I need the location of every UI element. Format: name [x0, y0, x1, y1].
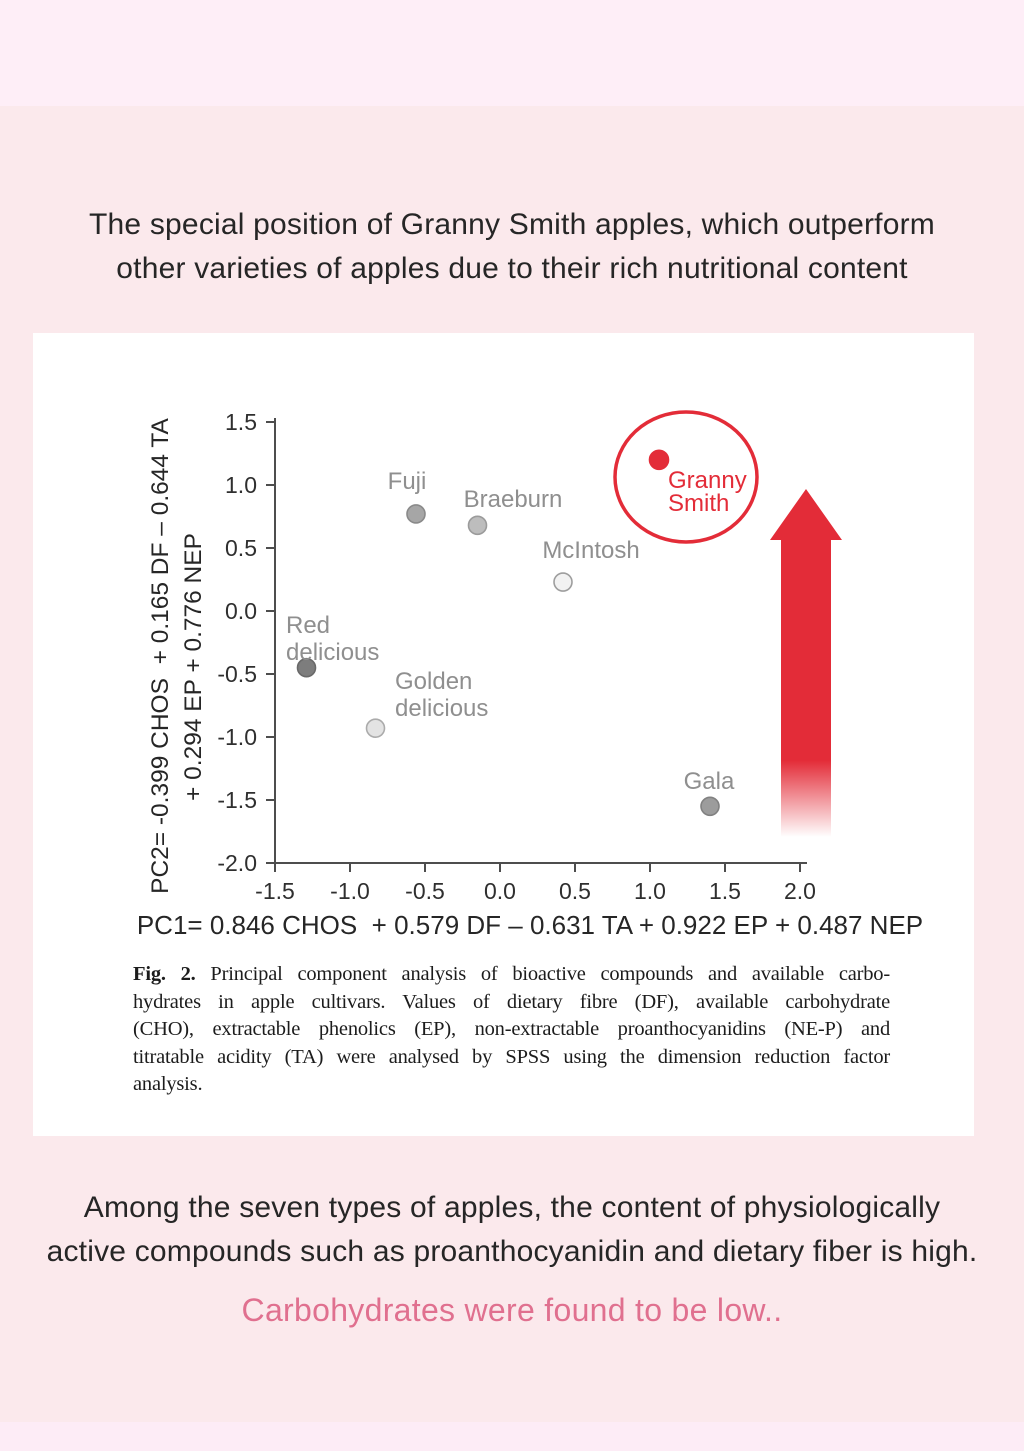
- x-tick-label: -1.5: [255, 878, 295, 904]
- x-tick-label: -0.5: [405, 878, 445, 904]
- x-axis-label: PC1= 0.846 CHOS + 0.579 DF – 0.631 TA + 0.922 EP + 0.487 NEP: [136, 910, 924, 940]
- caption-line: analysis.: [133, 1073, 203, 1095]
- highlight-text: Carbohydrates were found to be low..: [241, 1292, 783, 1328]
- point-label-mcintosh: McIntosh: [542, 537, 640, 564]
- y-tick-label: -1.0: [217, 724, 257, 750]
- bottom-band: [0, 1422, 1024, 1451]
- figure-label: Fig. 2.: [133, 963, 196, 985]
- caption-line: [133, 961, 890, 989]
- page-title-line2: other varieties of apples due to their rich nutritional content: [116, 252, 908, 285]
- point-gala: [701, 797, 719, 815]
- x-tick-label: 0.0: [484, 878, 516, 904]
- page-title-line1: The special position of Granny Smith apples, which outperform: [89, 208, 935, 241]
- y-axis-label-line2: + 0.294 EP + 0.776 NEP: [180, 533, 207, 801]
- point-mcintosh: [554, 573, 572, 591]
- y-tick-label: -1.5: [217, 787, 257, 813]
- caption-line: titratable acidity (TA) were analysed by SPSS using the dimension reduction factor: [133, 1045, 890, 1068]
- x-tick-label: 1.5: [709, 878, 741, 904]
- summary-line2: active compounds such as proanthocyanidin and dietary fiber is high.: [46, 1235, 978, 1268]
- x-tick-label: -1.0: [330, 878, 370, 904]
- y-axis-label-line1: PC2= -0.399 CHOS + 0.165 DF – 0.644 TA: [147, 418, 174, 894]
- point-label-gala: Gala: [683, 768, 735, 795]
- point-golden-delicious: [367, 719, 385, 737]
- summary-line1: Among the seven types of apples, the content of physiologically: [83, 1191, 941, 1224]
- point-label-golden-delicious: Golden: [395, 668, 473, 695]
- y-tick-label: 0.0: [225, 598, 257, 624]
- up-arrow-icon: [770, 489, 842, 837]
- y-tick-label: 1.0: [225, 472, 257, 498]
- point-label-golden-delicious: delicious: [395, 695, 489, 722]
- y-tick-label: -0.5: [217, 661, 257, 687]
- y-tick-label: 1.5: [225, 409, 257, 435]
- page-title: [0, 203, 1024, 291]
- y-tick-label: 0.5: [225, 535, 257, 561]
- caption-text: Principal component analysis of bioactive compounds and available carbo-: [195, 963, 890, 985]
- point-label-granny-smith: Granny: [668, 467, 747, 494]
- point-label-red-delicious: delicious: [286, 639, 380, 666]
- top-band: [0, 0, 1024, 106]
- caption-line: (CHO), extractable phenolics (EP), non-extractable proanthocyanidins (NE-P) and: [133, 1018, 890, 1040]
- figure-caption: [133, 961, 890, 1099]
- point-label-red-delicious: Red: [286, 612, 331, 639]
- summary-text: [0, 1186, 1024, 1274]
- caption-line: hydrates in apple cultivars. Values of dietary fibre (DF), available carbohydrate: [133, 990, 890, 1013]
- point-label-fuji: Fuji: [387, 468, 427, 495]
- y-tick-label: -2.0: [217, 850, 257, 876]
- point-granny-smith: [650, 450, 669, 469]
- x-tick-label: 0.5: [559, 878, 591, 904]
- point-label-braeburn: Braeburn: [463, 486, 563, 513]
- point-fuji: [407, 505, 425, 523]
- point-label-granny-smith: Smith: [668, 490, 730, 517]
- point-braeburn: [469, 516, 487, 534]
- x-tick-label: 1.0: [634, 878, 666, 904]
- x-tick-label: 2.0: [784, 878, 816, 904]
